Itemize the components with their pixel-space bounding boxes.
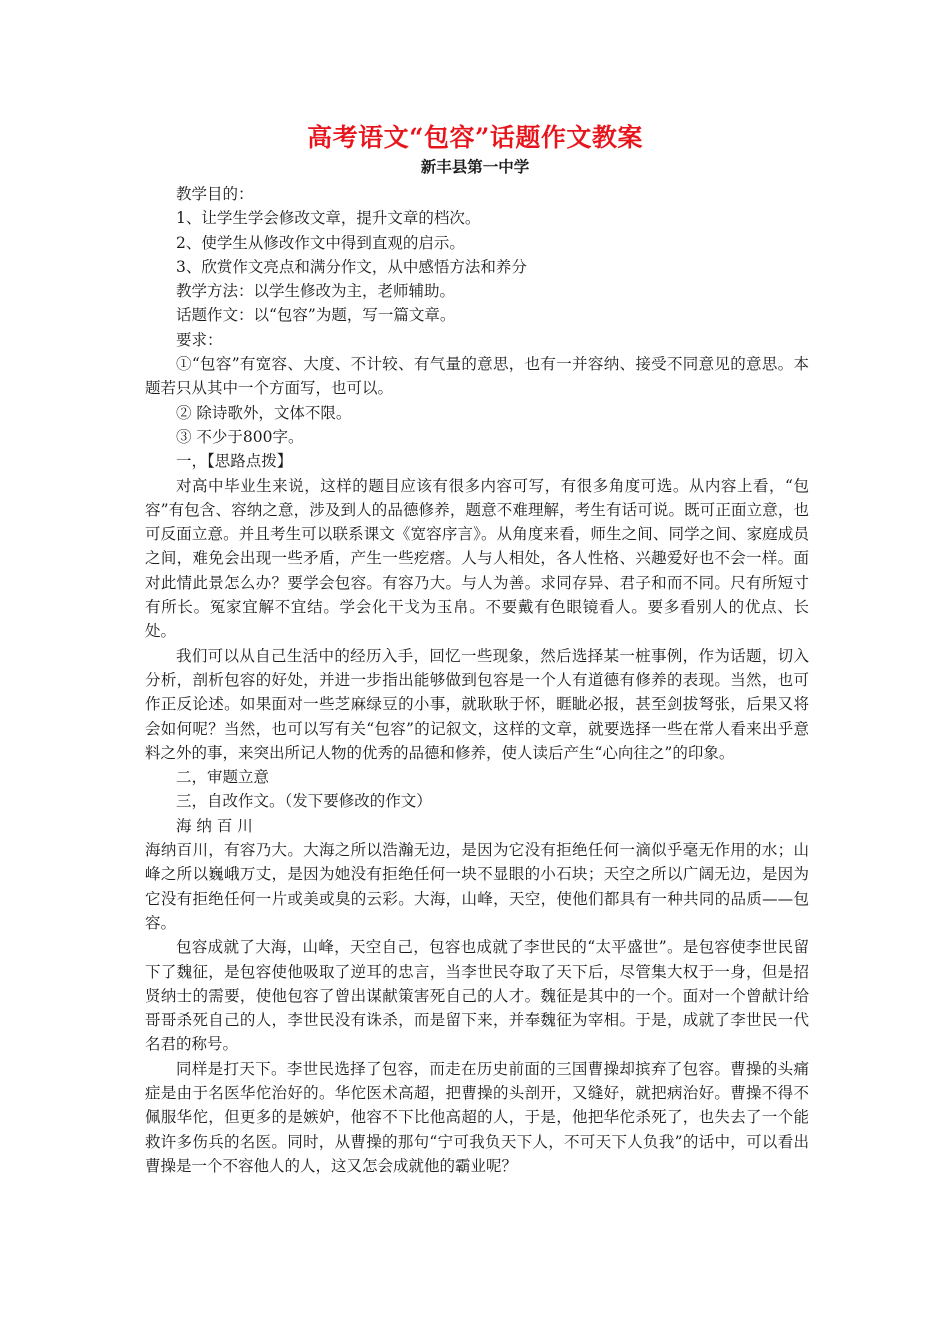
- requirement-item: ①“包容”有宽容、大度、不计较、有气量的意思，也有一并容纳、接受不同意见的意思。本题若只从其中一个方面写，也可以。: [145, 355, 809, 398]
- essay-title: 海 纳 百 川: [176, 816, 253, 835]
- paragraph: 包容成就了大海，山峰，天空自己，包容也成就了李世民的“太平盛世”。是包容使李世民留下了魏征，是包容使他吸取了逆耳的忠言，当李世民夺取了天下后，尽管集大权于一身，但是招贤纳士的需要，使他包容了曾出谋献策害死自己的人才。魏征是其中的一个。面对一个曾献计给哥哥杀死自己的人，李世民没有诛杀，而是留下来，并奉魏征为宰相。于是，成就了李世民一代名君的称号。: [145, 938, 809, 1054]
- paragraph: 教学方法：以学生修改为主，老师辅助。: [176, 282, 456, 301]
- list-item: 3、欣赏作文亮点和满分作文，从中感悟方法和养分: [176, 257, 527, 276]
- paragraph: 话题作文：以“包容”为题，写一篇文章。: [176, 306, 456, 325]
- paragraph: 我们可以从自己生活中的经历入手，回忆一些现象，然后选择某一桩事例，作为话题，切入分析，剖析包容的好处，并进一步指出能够做到包容是一个人有道德有修养的表现。当然，也可作正反论述。如果面对一些芝麻绿豆的小事，就耿耿于怀，睚眦必报，甚至剑拔弩张，后果又将会如何呢？当然，也可以写有关“包容”的记叙文，这样的文章，就要选择一些在常人看来出乎意料之外的事，来突出所记人物的优秀的品德和修养，使人读后产生“心向往之”的印象。: [145, 646, 809, 762]
- school-name: 新丰县第一中学: [420, 157, 530, 176]
- section-heading: 二，审题立意: [176, 768, 270, 787]
- section-heading: 一，【思路点拨】: [176, 452, 293, 471]
- section-heading: 三，自改作文。（发下要修改的作文）: [176, 792, 432, 811]
- section-heading: 教学目的：: [176, 185, 254, 203]
- document-body: [145, 182, 809, 1178]
- document-title: 高考语文“包容”话题作文教案: [307, 123, 643, 152]
- paragraph: 对高中毕业生来说，这样的题目应该有很多内容可写，有很多角度可选。从内容上看，“包容”有包含、容纳之意，涉及到人的品德修养，题意不难理解，考生有话可说。既可正面立意，也可反面立意。并且考生可以联系课文《宽容序言》。从角度来看，师生之间、同学之间、家庭成员之间，难免会出现一些矛盾，产生一些疙瘩。人与人相处，各人性格、兴趣爱好也不会一样。面对此情此景怎么办？要学会包容。有容乃大。与人为善。求同存异、君子和而不同。尺有所短寸有所长。冤家宜解不宜结。学会化干戈为玉帛。不要戴有色眼镜看人。要多看别人的优点、长处。: [145, 476, 809, 641]
- requirement-item: ② 除诗歌外，文体不限。: [176, 403, 352, 422]
- paragraph: 同样是打天下。李世民选择了包容，而走在历史前面的三国曹操却摈弃了包容。曹操的头痛症是由于名医华佗治好的。华佗医术高超，把曹操的头剖开，又缝好，就把病治好。曹操不得不佩服华佗，但更多的是嫉妒，他容不下比他高超的人，于是，他把华佗杀死了，也失去了一个能救许多伤兵的名医。同时，从曹操的那句“宁可我负天下人，不可天下人负我”的话中，可以看出曹操是一个不容他人的人，这又怎会成就他的霸业呢？: [145, 1059, 809, 1175]
- section-heading: 要求：: [176, 330, 223, 349]
- paragraph: 海纳百川，有容乃大。大海之所以浩瀚无边，是因为它没有拒绝任何一滴似乎毫无作用的水；山峰之所以巍峨万丈，是因为她没有拒绝任何一块不显眼的小石块；天空之所以广阔无边，是因为它没有拒绝任何一片或美或臭的云彩。大海，山峰，天空，使他们都具有一种共同的品质——包容。: [145, 841, 809, 932]
- list-item: 2、使学生从修改作文中得到直观的启示。: [176, 233, 465, 252]
- requirement-item: ③ 不少于800字。: [176, 427, 304, 446]
- list-item: 1、让学生学会修改文章，提升文章的档次。: [176, 209, 481, 228]
